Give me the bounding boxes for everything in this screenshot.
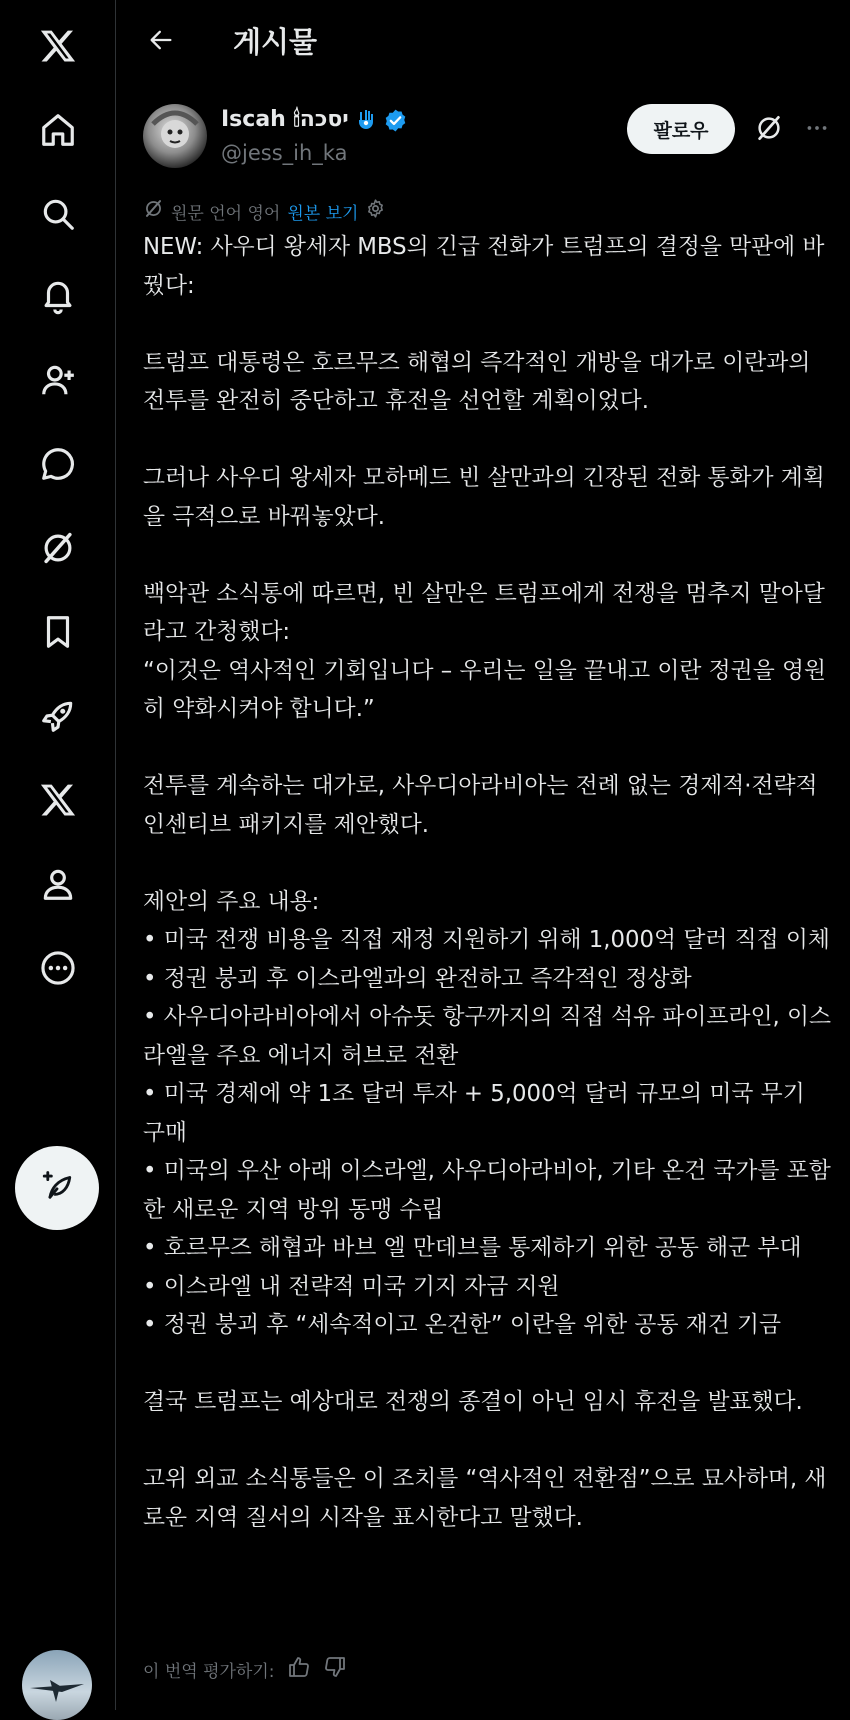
grok-button[interactable]	[751, 112, 787, 148]
settings-gear-icon[interactable]	[365, 198, 386, 224]
more-icon[interactable]	[30, 940, 86, 996]
premium-x-icon[interactable]	[30, 772, 86, 828]
compose-button[interactable]	[15, 1146, 99, 1230]
translation-notice	[143, 196, 386, 226]
compose-post-icon	[40, 1169, 74, 1207]
translation-notice-text: 원문 언어 영어	[171, 203, 281, 224]
profile-icon[interactable]	[30, 856, 86, 912]
more-dots-icon	[804, 115, 830, 145]
back-arrow-icon	[147, 26, 175, 58]
home-icon[interactable]	[30, 102, 86, 158]
hamsa-icon	[355, 108, 377, 132]
author-avatar[interactable]	[143, 104, 207, 168]
verified-badge-icon[interactable]	[383, 108, 408, 133]
sidebar	[0, 0, 116, 1710]
thumbs-up-icon[interactable]	[287, 1655, 311, 1684]
follow-button[interactable]: 팔로우	[627, 104, 735, 154]
page-header	[117, 0, 850, 90]
post-more-button[interactable]	[797, 112, 837, 148]
search-icon[interactable]	[30, 186, 86, 242]
grok-icon[interactable]	[30, 520, 86, 576]
author-name-row[interactable]	[221, 104, 408, 136]
show-original-link[interactable]: 원본 보기	[287, 203, 359, 224]
grok-icon	[754, 113, 784, 147]
back-button[interactable]	[141, 22, 181, 62]
author-handle[interactable]: @jess_ih_ka	[221, 141, 348, 165]
thumbs-down-icon[interactable]	[323, 1655, 347, 1684]
author-name[interactable]: Iscah 🕯יסכה	[221, 107, 349, 132]
main-column	[117, 0, 850, 1710]
bookmarks-icon[interactable]	[30, 604, 86, 660]
post-text: NEW: 사우디 왕세자 MBS의 긴급 전화가 트럼프의 결정을 막판에 바꿨다: 트럼프 대통령은 호르무즈 해협의 즉각적인 개방을 대가로 이란과의 전투를 완전히 중단하고 휴전을 선언할 계획이었다. 그러나 사우디 왕세자 모하메드 빈 살만과의 긴장된 전화 통화가 계획을 극적으로 바꿔놓았다. 백악관 소식통에 따르면, 빈 살만은 트럼프에게 전쟁을 멈추지 말아달라고 간청했다: “이것은 역사적인 기회입니다 – 우리는 일을 끝내고 이란 정권을 영원히 약화시켜야 합니다.” 전투를 계속하는 대가로, 사우디아라비아는 전례 없는 경제적·전략적 인센티브 패키지를 제안했다. 제안의 주요 내용: • 미국 전쟁 비용을 직접 재정 지원하기 위해 1,000억 달러 직접 이체 • 정권 붕괴 후 이스라엘과의 완전하고 즉각적인 정상화 • 사우디아라비아에서 아슈돗 항구까지의 직접 석유 파이프라인, 이스라엘을 주요 에너지 허브로 전환 • 미국 경제에 약 1조 달러 투자 + 5,000억 달러 규모의 미국 무기 구매 • 미국의 우산 아래 이스라엘, 사우디아라비아, 기타 온건 국가를 포함한 새로운 지역 방위 동맹 수립 • 호르무즈 해협과 바브 엘 만데브를 통제하기 위한 공동 해군 부대 • 이스라엘 내 전략적 미국 기지 자금 지원 • 정권 붕괴 후 “세속적이고 온건한” 이란을 위한 공동 재건 기금 결국 트럼프는 예상대로 전쟁의 종결이 아닌 임시 휴전을 발표했다. 고위 외교 소식통들은 이 조치를 “역사적인 전환점”으로 묘사하며, 새로운 지역 질서의 시작을 표시한다고 말했다.	[143, 234, 832, 1531]
jobs-icon[interactable]	[30, 688, 86, 744]
x-logo-icon[interactable]	[30, 18, 86, 74]
grok-icon	[143, 198, 164, 224]
rate-translation-label: 이 번역 평가하기:	[143, 1661, 275, 1682]
page-title: 게시물	[233, 25, 318, 59]
messages-icon[interactable]	[30, 436, 86, 492]
notifications-icon[interactable]	[30, 268, 86, 324]
rate-translation	[143, 1654, 347, 1684]
follow-icon[interactable]	[30, 352, 86, 408]
